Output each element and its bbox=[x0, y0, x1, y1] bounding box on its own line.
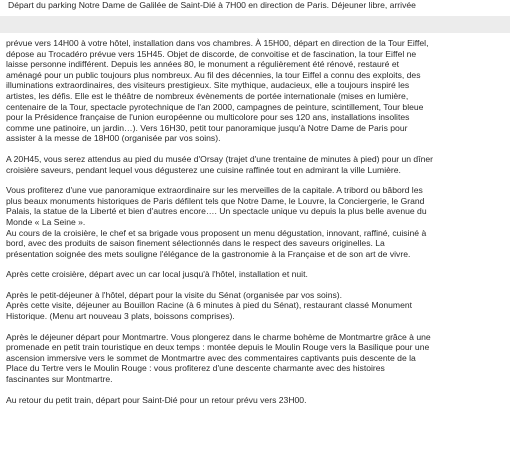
text-line: Palais, la statue de la Liberté et bien d'autres encore…. Un spectacle unique vu depuis la plus belle avenue du bbox=[6, 206, 427, 217]
text-line: Après cette visite, déjeuner au Bouillon Racine (à 6 minutes à pied du Sénat), restaurant classé Monument bbox=[6, 300, 413, 311]
text-line: pour la Présidence française de l'union européenne ou multicolore pour ses 120 ans, installations insolites bbox=[6, 112, 410, 123]
text-line: Après cette croisière, départ avec un car local jusqu'à l'hôtel, installation et nuit. bbox=[6, 269, 308, 280]
text-line: croisière saveurs, pendant lequel vous dégusterez une cuisine raffinée tout en admirant la ville Lumière. bbox=[6, 164, 401, 175]
text-line: aménagé pour un public toujours plus nombreux. Au fil des décennies, la tour Eiffel a connu des exploits, des bbox=[6, 69, 421, 80]
paragraph-tour-eiffel bbox=[6, 38, 504, 144]
text-line: Après le déjeuner départ pour Montmartre. Vous plongerez dans le charme bohème de Montmartre grâce à une bbox=[6, 331, 431, 342]
text-line: Après le petit-déjeuner à l'hôtel, départ pour la visite du Sénat (organisée par vos soins). bbox=[6, 289, 343, 300]
text-line: assister à la messe de 18H00 (organisée par vos soins). bbox=[6, 133, 221, 144]
document-body bbox=[6, 38, 504, 415]
text-line: Monde « La Seine ». bbox=[6, 216, 86, 227]
text-line: artistes, les défis. Elle est le théâtre de nombreux évènements de portée internationale (mises en lumière, bbox=[6, 90, 409, 101]
paragraph-senat bbox=[6, 290, 504, 322]
text-line: illuminations extraordinaires, des visiteurs prestigieux. Site mythique, audacieux, elle a toujours inspiré les bbox=[6, 80, 410, 91]
text-line: comme une patinoire, un jardin…). Vers 16H30, petit tour panoramique jusqu'à Notre Dame de Paris pour bbox=[6, 122, 408, 133]
text-line: prévue vers 14H00 à votre hôtel, installation dans vos chambres. À 15H00, départ en direction de la Tour Eiffel, bbox=[6, 38, 429, 48]
text-line: Historique. (Menu art nouveau 3 plats, boissons comprises). bbox=[6, 311, 235, 322]
section-band bbox=[0, 16, 510, 33]
text-line: ascension immersive vers le sommet de Montmartre avec des commentaires captivants puis descente de la bbox=[6, 352, 416, 363]
text-line: Place du Tertre vers le Moulin Rouge : vous profiterez d'une descente charmante avec des histoires bbox=[6, 363, 385, 374]
text-line: plus beaux monuments historiques de Paris défilent tels que Notre Dame, le Louvre, la Conciergerie, le Grand bbox=[6, 195, 425, 206]
text-line: bord, avec des produits de saison finement sélectionnés dans le respect des saveurs originelles. La bbox=[6, 238, 385, 249]
text-line: A 20H45, vous serez attendus au pied du musée d'Orsay (trajet d'une trentaine de minutes à pied) pour un dîner bbox=[6, 153, 434, 164]
paragraph-diner-croisiere bbox=[6, 154, 504, 175]
text-line: Au retour du petit train, départ pour Saint-Dié pour un retour prévu vers 23H00. bbox=[6, 394, 307, 405]
paragraph-retour-saint-die bbox=[6, 395, 504, 406]
text-line: laisse personne indifférent. Depuis les années 80, le monument a régulièrement été rénové, restauré et bbox=[6, 59, 400, 70]
paragraph-retour-hotel bbox=[6, 269, 504, 280]
text-line: Vous profiterez d'une vue panoramique extraordinaire sur les merveilles de la capitale. A tribord ou bâbord les bbox=[6, 185, 423, 196]
text-line: promenade en petit train touristique en deux temps : montée depuis le Moulin Rouge vers la Basilique pour une bbox=[6, 342, 430, 353]
paragraph-vue-panoramique bbox=[6, 185, 504, 259]
header-line: Départ du parking Notre Dame de Galilée de Saint-Dié à 7H00 en direction de Paris. Déjeuner libre, arrivée bbox=[8, 0, 416, 10]
text-line: centenaire de la Tour, spectacle pyrotechnique de l'an 2000, campagnes de peinture, scintillement, Tour bleue bbox=[6, 101, 424, 112]
text-line: fascinantes sur Montmartre. bbox=[6, 374, 113, 385]
text-line: présentation soignée des mets souligne l'élégance de la gastronomie à la Française et de son art de vivre. bbox=[6, 248, 411, 259]
text-line: Au cours de la croisière, le chef et sa brigade vous proposent un menu dégustation, innovant, raffiné, cuisiné à bbox=[6, 227, 427, 238]
text-line: dépose au Trocadéro prévue vers 15H45. Objet de discorde, de convoitise et de fascination, la tour Eiffel ne bbox=[6, 48, 417, 59]
paragraph-montmartre bbox=[6, 332, 504, 385]
